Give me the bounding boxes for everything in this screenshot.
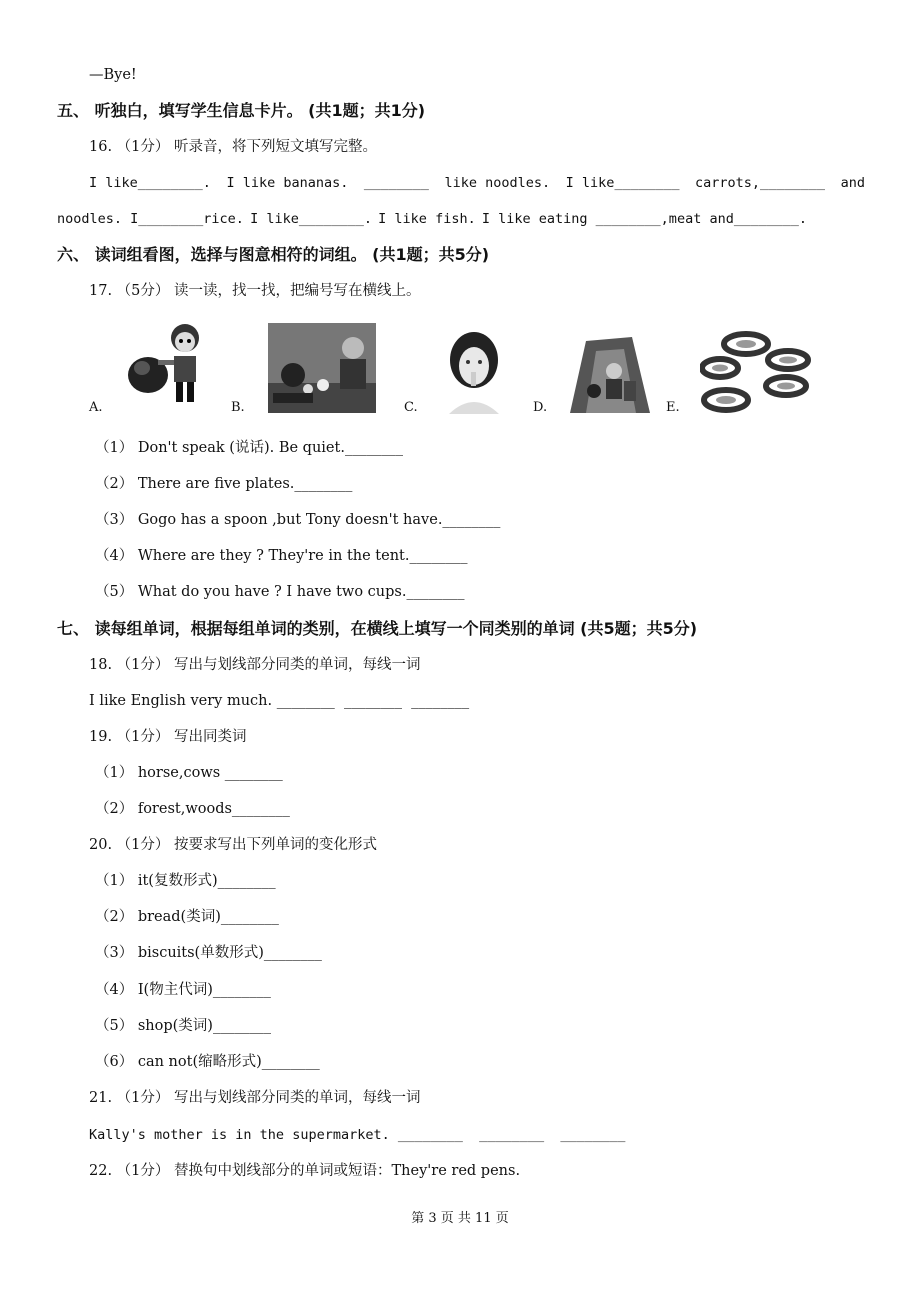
q16-seg: I like bananas. xyxy=(226,175,349,191)
q16-seg: I like________. xyxy=(250,211,373,227)
question-21: 21. （1分） 写出与划线部分同类的单词，每线一词 xyxy=(89,1090,421,1106)
q16-line2 xyxy=(57,209,807,229)
q16-seg: noodles. I________rice. xyxy=(57,211,244,227)
q20-item-1: （1） it(复数形式)________ xyxy=(95,873,276,889)
q20-item-4: （4） I(物主代词)________ xyxy=(95,982,271,998)
image-label-d: D. xyxy=(533,400,548,415)
image-a-boy-and-dog xyxy=(128,320,210,406)
q17-item-5: （5） What do you have ? I have two cups.________ xyxy=(95,584,465,600)
question-17: 17. （5分） 读一读，找一找，把编号写在横线上。 xyxy=(89,283,421,299)
image-label-b: B. xyxy=(231,400,245,415)
q16-seg: carrots,________ xyxy=(695,175,826,191)
q19-item-1: （1） horse,cows ________ xyxy=(95,765,283,781)
q16-seg: ________ xyxy=(363,175,429,191)
q17-item-1: （1） Don't speak (说话). Be quiet.________ xyxy=(95,440,403,456)
image-label-a: A. xyxy=(89,400,103,415)
q21-line: Kally's mother is in the supermarket. ________ ________ ________ xyxy=(89,1127,626,1143)
top-line: —Bye! xyxy=(89,67,137,83)
question-18: 18. （1分） 写出与划线部分同类的单词，每线一词 xyxy=(89,657,421,673)
section7-title: 七、 读每组单词，根据每组单词的类别，在横线上填写一个同类别的单词 (共5题；共5分) xyxy=(57,619,698,638)
q16-seg: I like________. xyxy=(89,175,211,191)
q16-seg: and xyxy=(840,175,865,191)
q16-seg: I like________ xyxy=(565,175,680,191)
q20-item-6: （6） can not(缩略形式)________ xyxy=(95,1054,320,1070)
image-d-tent xyxy=(566,331,652,413)
question-16: 16. （1分） 听录音，将下列短文填写完整。 xyxy=(89,139,378,155)
q19-item-2: （2） forest,woods________ xyxy=(95,801,290,817)
q17-item-4: （4） Where are they ? They're in the tent.________ xyxy=(95,548,468,564)
q16-seg: like noodles. xyxy=(444,175,551,191)
question-20: 20. （1分） 按要求写出下列单词的变化形式 xyxy=(89,837,378,853)
q17-item-2: （2） There are five plates.________ xyxy=(95,476,353,492)
page-footer: 第 3 页 共 11 页 xyxy=(411,1211,509,1226)
section5-title: 五、 听独白，填写学生信息卡片。 (共1题；共1分) xyxy=(57,101,426,120)
q16-seg: I like eating ________,meat and________. xyxy=(481,211,807,227)
question-22: 22. （1分） 替换句中划线部分的单词或短语：They're red pens. xyxy=(89,1163,521,1179)
q16-seg: I like fish. xyxy=(378,211,476,227)
section6-title: 六、 读词组看图，选择与图意相符的词组。 (共1题；共5分) xyxy=(57,245,490,264)
image-e-five-plates xyxy=(700,328,812,414)
q16-line1 xyxy=(89,173,865,193)
q17-item-3: （3） Gogo has a spoon ,but Tony doesn't have.________ xyxy=(95,512,501,528)
image-label-c: C. xyxy=(404,400,418,415)
image-b-picnic-scene xyxy=(268,323,376,413)
q18-line: I like English very much. ________ ________ ________ xyxy=(89,693,470,709)
q20-item-2: （2） bread(类词)________ xyxy=(95,909,279,925)
image-label-e: E. xyxy=(666,400,680,415)
q20-item-5: （5） shop(类词)________ xyxy=(95,1018,271,1034)
q20-item-3: （3） biscuits(单数形式)________ xyxy=(95,945,322,961)
question-19: 19. （1分） 写出同类词 xyxy=(89,729,247,745)
image-c-quiet-girl xyxy=(441,330,507,414)
